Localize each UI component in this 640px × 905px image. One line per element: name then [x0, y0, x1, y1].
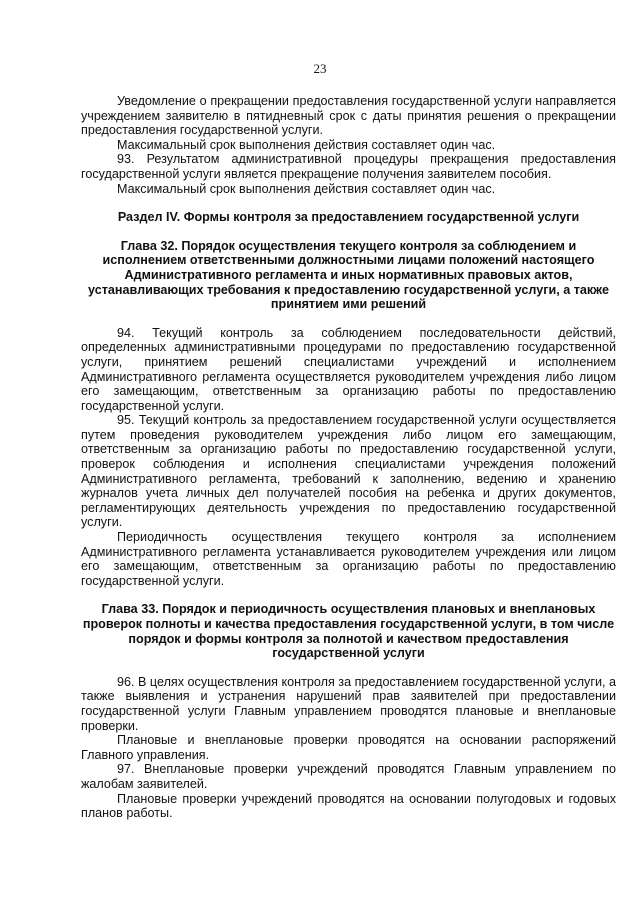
chapter-32-title: Глава 32. Порядок осуществления текущего контроля за соблюдением и исполнением ответственными должностными лицами положений настоящего Административного регламента и иных нормативных правовых актов, устанавливающих требования к предоставлению государственной услуги, а также принятием ими решений — [88, 238, 609, 312]
paragraph: 93. Результатом административной процедуры прекращения предоставления государственной услуги является прекращение получения заявителем пособия. — [81, 152, 616, 181]
paragraph: 94. Текущий контроль за соблюдением последовательности действий, определенных административными процедурами по предоставлению государственной услуги, принятием решений специалистами учреждений и исполнением Административного регламента осуществляется руководителем учреждения либо лицом его замещающим, ответственным за организацию работы по предоставлению государственной услуги. — [81, 325, 616, 413]
section-title: Раздел IV. Формы контроля за предоставлением государственной услуги — [117, 210, 580, 225]
paragraph: Уведомление о прекращении предоставления государственной услуги направляется учреждением заявителю в пятидневный срок с даты принятия решения о прекращении предоставления государственной услуги. — [81, 94, 616, 138]
paragraph: 97. Внеплановые проверки учреждений проводятся Главным управлением по жалобам заявителей. — [81, 762, 616, 791]
chapter-33-title: Глава 33. Порядок и периодичность осуществления плановых и внеплановых проверок полноты и качества предоставления государственной услуги, в том числе порядок и формы контроля за полнотой и качеством предоставления государственной услуги — [82, 602, 615, 661]
paragraph: 95. Текущий контроль за предоставлением государственной услуги осуществляется путем проведения руководителем учреждения либо лицом его замещающим, ответственным за организацию работы по предоставлению государственной услуги, проверок соблюдения и исполнения специалистами учреждения положений Административного регламента, требований к заполнению, ведению и хранению журналов учета личных дел получателей пособия на ребенка и других документов, регламентирующих деятельность учреждения по предоставлению государственной услуги. — [81, 413, 616, 530]
paragraph: Плановые и внеплановые проверки проводятся на основании распоряжений Главного управления. — [81, 733, 616, 762]
paragraph: Периодичность осуществления текущего контроля за исполнением Административного регламента устанавливается руководителем учреждения или лицом его замещающим, ответственным за организацию работы по предоставлению государственной услуги. — [81, 530, 616, 588]
paragraph: Плановые проверки учреждений проводятся на основании полугодовых и годовых планов работы. — [81, 791, 616, 821]
paragraph: Максимальный срок выполнения действия составляет один час. — [117, 181, 496, 196]
paragraph: Максимальный срок выполнения действия составляет один час. — [117, 137, 496, 152]
page-body — [81, 94, 616, 821]
page-number: 23 — [313, 61, 327, 76]
paragraph: 96. В целях осуществления контроля за предоставлением государственной услуги, а также выявления и устранения нарушений прав заявителей при предоставлении государственной услуги Главным управлением проводятся плановые и внеплановые проверки. — [81, 674, 616, 733]
